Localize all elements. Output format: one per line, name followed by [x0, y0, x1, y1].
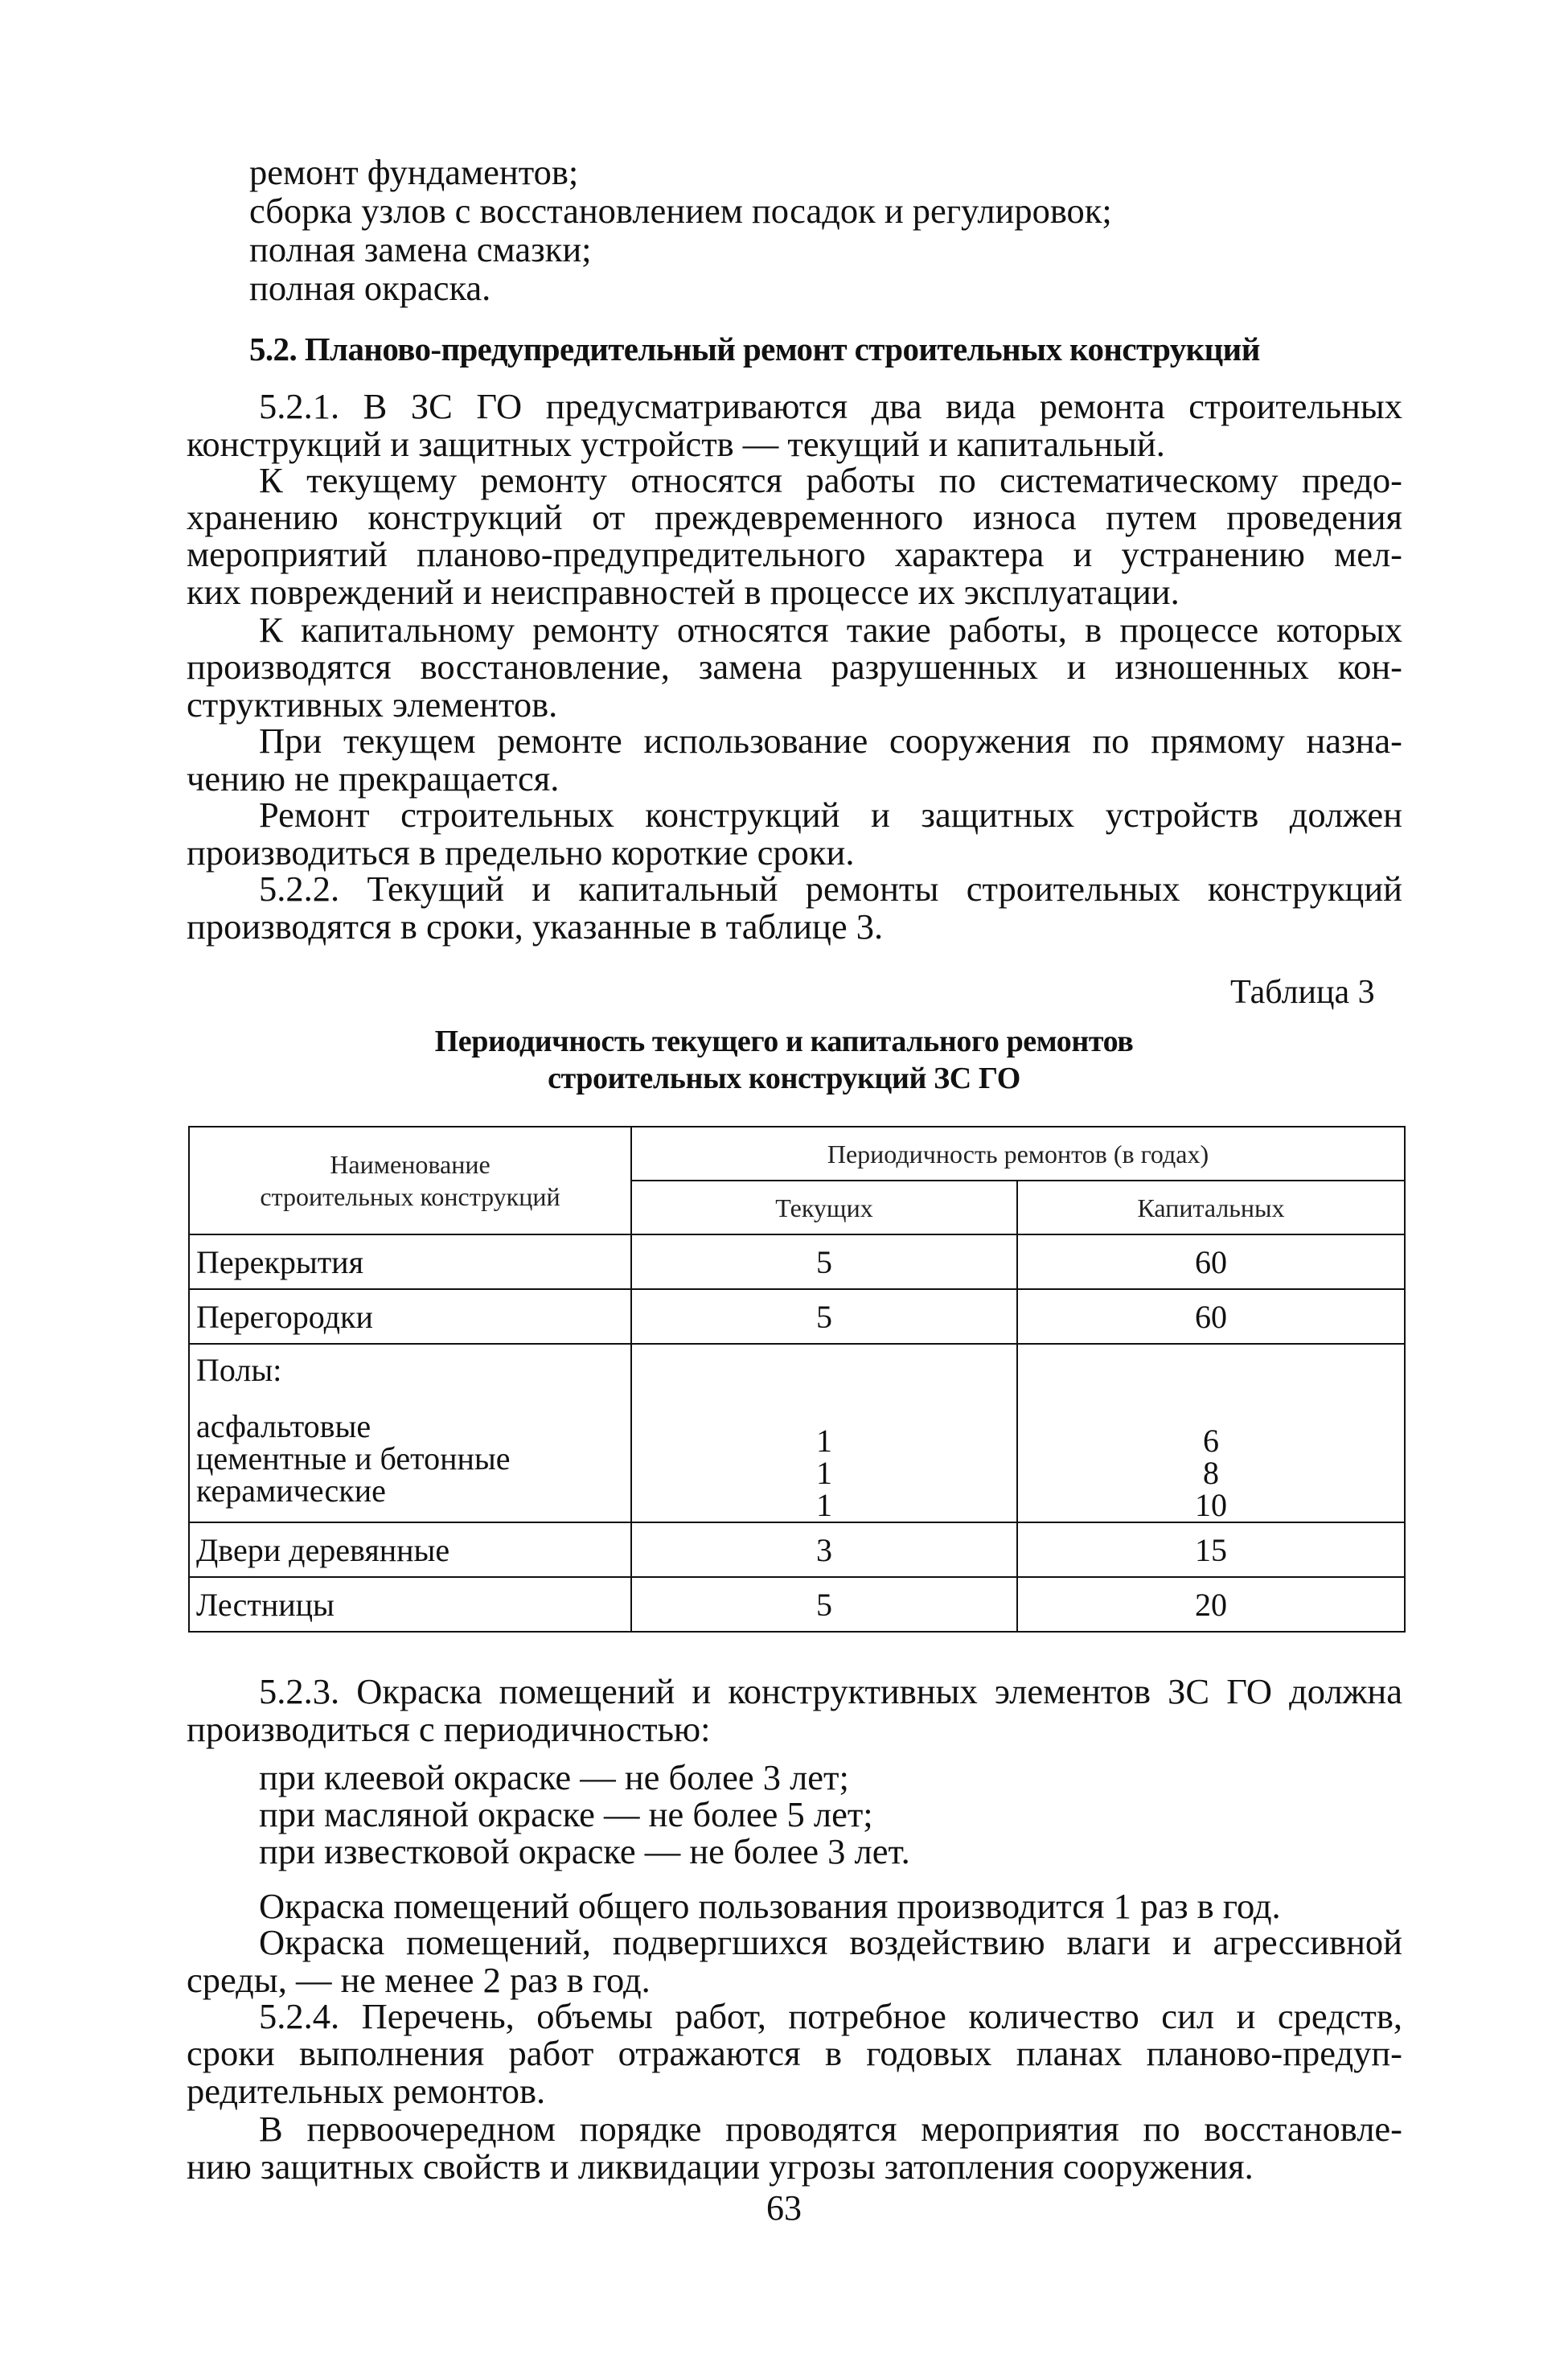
row-current: 5	[631, 1234, 1017, 1289]
paragraph-line: Ремонт строительных конструкций и защитных устройств должен	[259, 795, 1402, 835]
paragraph-line: мероприятий планово-предупредительного характера и устранению мел-	[187, 534, 1402, 574]
row-subname: асфальтовые	[196, 1408, 371, 1444]
row-name-group	[189, 1344, 631, 1522]
paragraph-line: чению не прекращается.	[187, 758, 560, 799]
row-current: 1	[816, 1455, 832, 1491]
header-name-line: Наименование	[330, 1150, 491, 1179]
row-capital: 15	[1017, 1522, 1405, 1577]
row-current: 5	[631, 1289, 1017, 1344]
intro-line: сборка узлов с восстановлением посадок и регулировок;	[249, 191, 1112, 231]
row-capital: 10	[1195, 1487, 1227, 1523]
paragraph-line: хранению конструкций от преждевременного износа путем проведения	[187, 497, 1402, 537]
header-name	[189, 1127, 631, 1234]
table-title	[322, 1023, 1246, 1097]
paragraph-line: среды, — не менее 2 раз в год.	[187, 1960, 651, 2000]
section-heading: 5.2. Планово-предупредительный ремонт строительных конструкций	[249, 331, 1260, 368]
paragraph-line: производиться в предельно короткие сроки.	[187, 832, 855, 873]
row-capital: 60	[1017, 1289, 1405, 1344]
row-current-group	[631, 1344, 1017, 1522]
row-name: Двери деревянные	[189, 1522, 631, 1577]
row-name: Лестницы	[189, 1577, 631, 1632]
paragraph-line: Окраска помещений общего пользования производится 1 раз в год.	[259, 1886, 1281, 1926]
paragraph-line: конструкций и защитных устройств — текущий и капитальный.	[187, 424, 1165, 464]
paragraph-line: производятся восстановление, замена разрушенных и изношенных кон-	[187, 647, 1402, 687]
table-row	[189, 1344, 1405, 1522]
table-label: Таблица 3	[1230, 974, 1375, 1011]
header-capital: Капитальных	[1017, 1181, 1405, 1234]
paragraph-line: 5.2.3. Окраска помещений и конструктивных элементов ЗС ГО должна	[259, 1671, 1402, 1711]
header-current: Текущих	[631, 1181, 1017, 1234]
paragraph-line: В первоочередном порядке проводятся мероприятия по восстановле-	[259, 2109, 1402, 2149]
table-row	[189, 1289, 1405, 1344]
row-name: Полы:	[196, 1352, 282, 1388]
row-subname: цементные и бетонные	[196, 1440, 511, 1477]
table-title-line: строительных конструкций ЗС ГО	[548, 1062, 1020, 1095]
paragraph-line: К капитальному ремонту относятся такие работы, в процессе которых	[259, 610, 1402, 650]
paragraph-line: производятся в сроки, указанные в таблице 3.	[187, 906, 884, 947]
list-item: при масляной окраске — не более 5 лет;	[259, 1794, 873, 1834]
paragraph-line: При текущем ремонте использование сооружения по прямому назна-	[259, 721, 1402, 761]
paragraph-line: 5.2.4. Перечень, объемы работ, потребное количество сил и средств,	[259, 1996, 1402, 2036]
row-name: Перекрытия	[189, 1234, 631, 1289]
paragraph-line: сроки выполнения работ отражаются в годовых планах планово-предуп-	[187, 2033, 1402, 2073]
intro-line: полная замена смазки;	[249, 229, 592, 269]
intro-line: ремонт фундаментов;	[249, 152, 579, 192]
row-capital: 20	[1017, 1577, 1405, 1632]
paragraph-line: ких повреждений и неисправностей в процессе их эксплуатации.	[187, 572, 1180, 612]
row-current: 1	[816, 1487, 832, 1523]
header-name-line: строительных конструкций	[260, 1182, 560, 1211]
intro-line: полная окраска.	[249, 268, 491, 308]
table-title-line: Периодичность текущего и капитального ремонтов	[434, 1025, 1134, 1058]
paragraph-line: К текущему ремонту относятся работы по систематическому предо-	[259, 460, 1402, 500]
row-capital: 60	[1017, 1234, 1405, 1289]
list-item: при известковой окраске — не более 3 лет.	[259, 1831, 910, 1871]
header-period: Периодичность ремонтов (в годах)	[631, 1127, 1405, 1181]
paragraph-line: 5.2.2. Текущий и капитальный ремонты строительных конструкций	[259, 869, 1402, 909]
row-capital: 8	[1203, 1455, 1219, 1491]
page-number: 63	[766, 2188, 802, 2228]
row-capital-group	[1017, 1344, 1405, 1522]
table-row	[189, 1234, 1405, 1289]
paragraph-line: нию защитных свойств и ликвидации угрозы затопления сооружения.	[187, 2146, 1254, 2187]
row-name: Перегородки	[189, 1289, 631, 1344]
row-current: 1	[816, 1423, 832, 1459]
row-capital: 6	[1203, 1423, 1219, 1459]
table-row	[189, 1522, 1405, 1577]
paragraph-line: редительных ремонтов.	[187, 2071, 546, 2111]
list-item: при клеевой окраске — не более 3 лет;	[259, 1757, 849, 1797]
paragraph-line: Окраска помещений, подвергшихся воздействию влаги и агрессивной	[259, 1922, 1402, 1962]
table-row	[189, 1577, 1405, 1632]
row-subname: керамические	[196, 1472, 386, 1509]
paragraph-line: структивных элементов.	[187, 684, 558, 725]
repair-periodicity-table	[188, 1126, 1406, 1633]
row-current: 5	[631, 1577, 1017, 1632]
paragraph-line: 5.2.1. В ЗС ГО предусматриваются два вида ремонта строительных	[259, 386, 1402, 426]
paragraph-line: производиться с периодичностью:	[187, 1709, 711, 1749]
table-header-row	[189, 1127, 1405, 1181]
row-current: 3	[631, 1522, 1017, 1577]
